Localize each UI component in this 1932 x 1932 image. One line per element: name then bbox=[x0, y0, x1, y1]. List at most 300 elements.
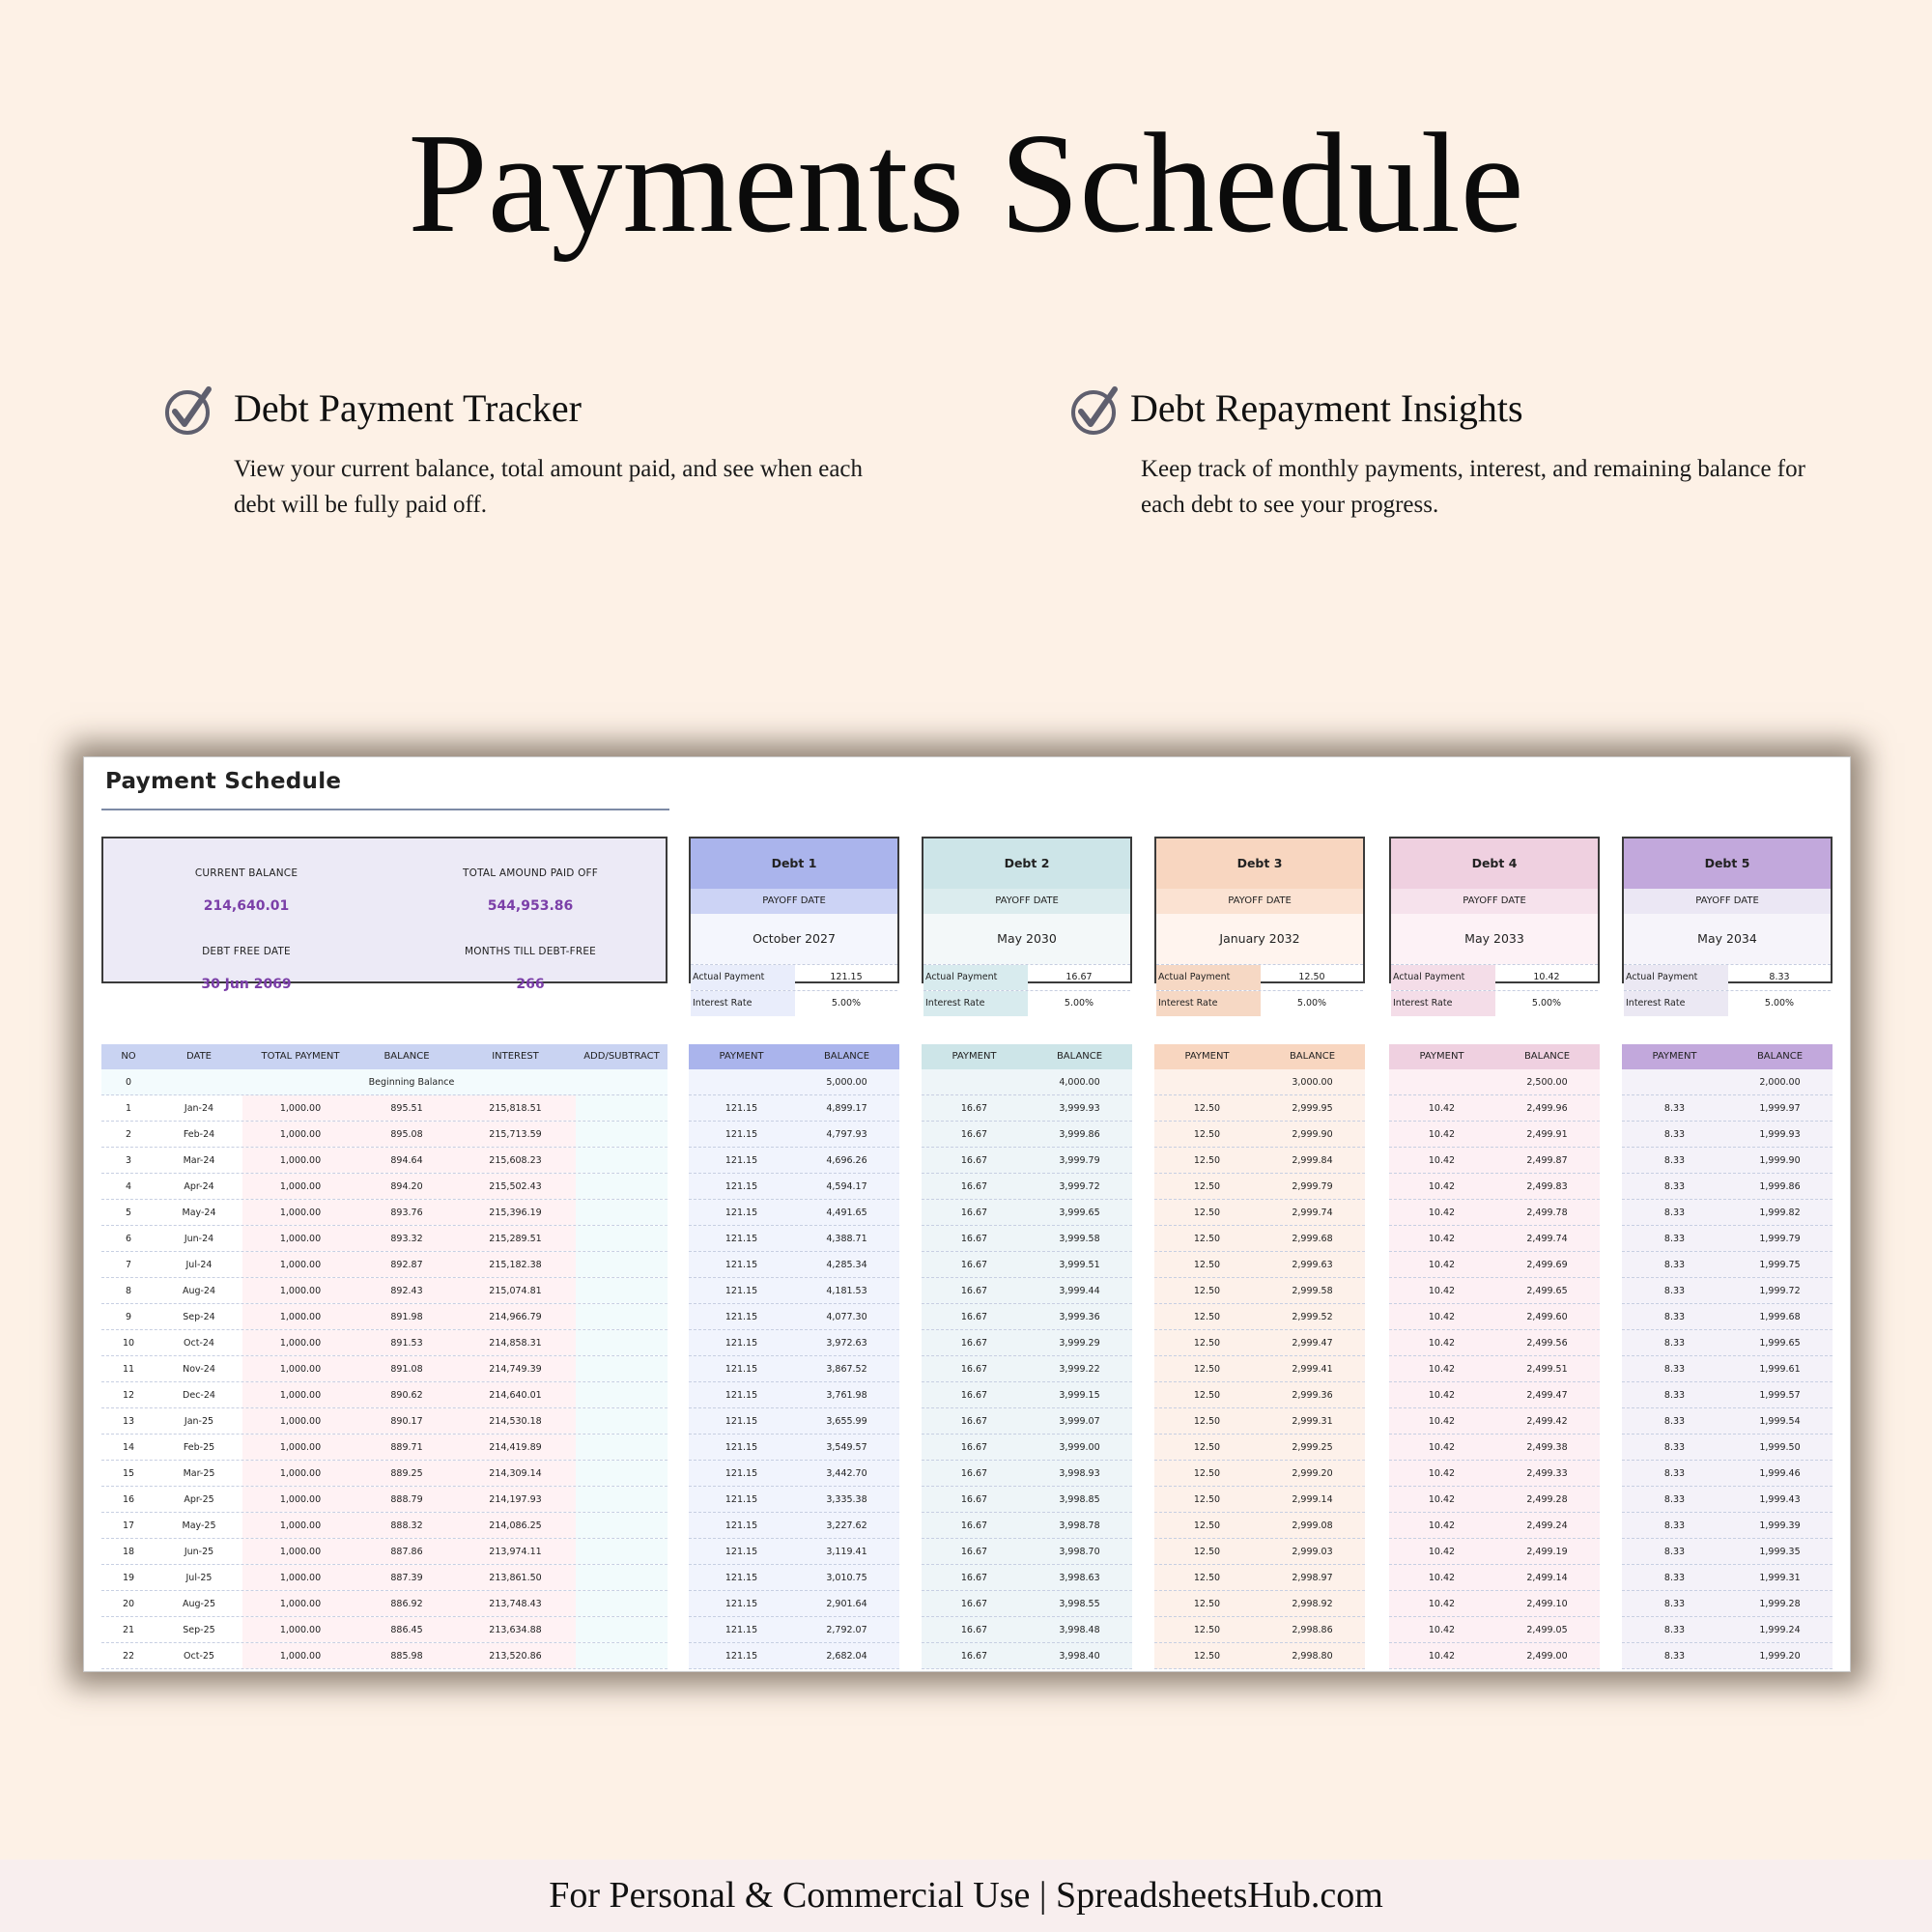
balance-cell: 3,010.75 bbox=[826, 1573, 867, 1583]
interest-rate-value[interactable]: 5.00% bbox=[1064, 998, 1094, 1009]
balance-cell: 2,500.00 bbox=[1526, 1077, 1568, 1088]
payment-cell: 10.42 bbox=[1428, 1390, 1456, 1401]
actual-payment-label: Actual Payment bbox=[1391, 965, 1495, 990]
table-row bbox=[1622, 1252, 1833, 1278]
add-subtract-cell[interactable] bbox=[576, 1148, 668, 1173]
add-subtract-cell[interactable] bbox=[576, 1408, 668, 1434]
balance-cell: 1,999.90 bbox=[1759, 1155, 1801, 1166]
table-row bbox=[101, 1200, 668, 1226]
balance-cell: 1,999.65 bbox=[1759, 1338, 1801, 1349]
row-balance: 892.87 bbox=[358, 1252, 455, 1277]
row-balance: 895.51 bbox=[358, 1095, 455, 1121]
balance-cell: 2,499.14 bbox=[1526, 1573, 1568, 1583]
balance-cell: 3,999.22 bbox=[1059, 1364, 1100, 1375]
add-subtract-cell[interactable] bbox=[576, 1356, 668, 1381]
interest-rate-value[interactable]: 5.00% bbox=[1764, 998, 1795, 1009]
add-subtract-cell[interactable] bbox=[576, 1174, 668, 1199]
payment-cell: 16.67 bbox=[960, 1286, 988, 1296]
table-row bbox=[101, 1278, 668, 1304]
actual-payment-value[interactable]: 16.67 bbox=[1065, 972, 1093, 982]
total-paid bbox=[414, 867, 646, 914]
payment-cell: 121.15 bbox=[724, 1520, 758, 1531]
row-interest: 214,749.39 bbox=[455, 1356, 576, 1381]
column-header: DATE bbox=[185, 1051, 212, 1062]
column-header: BALANCE bbox=[1056, 1051, 1103, 1062]
balance-cell: 3,998.93 bbox=[1059, 1468, 1100, 1479]
balance-cell: 1,999.75 bbox=[1759, 1260, 1801, 1270]
table-row bbox=[689, 1330, 899, 1356]
table-row bbox=[922, 1330, 1132, 1356]
payment-cell bbox=[1154, 1069, 1260, 1094]
balance-cell: 3,998.78 bbox=[1059, 1520, 1100, 1531]
column-header: BALANCE bbox=[1756, 1051, 1804, 1062]
balance-cell: 2,999.52 bbox=[1292, 1312, 1333, 1322]
payment-cell: 121.15 bbox=[724, 1155, 758, 1166]
table-row bbox=[1622, 1643, 1833, 1669]
total-payment: 1,000.00 bbox=[242, 1565, 358, 1590]
payment-cell: 10.42 bbox=[1428, 1208, 1456, 1218]
row-interest: 215,502.43 bbox=[455, 1174, 576, 1199]
add-subtract-cell[interactable] bbox=[576, 1122, 668, 1147]
interest-rate-label: Interest Rate bbox=[1391, 991, 1495, 1016]
row-interest: 213,634.88 bbox=[455, 1617, 576, 1642]
total-payment: 1,000.00 bbox=[242, 1174, 358, 1199]
column-header: BALANCE bbox=[1289, 1051, 1336, 1062]
balance-cell: 4,077.30 bbox=[826, 1312, 867, 1322]
balance-cell: 3,999.58 bbox=[1059, 1234, 1100, 1244]
balance-cell: 2,499.47 bbox=[1526, 1390, 1568, 1401]
table-row bbox=[1154, 1095, 1365, 1122]
row-interest: 215,074.81 bbox=[455, 1278, 576, 1303]
balance-cell: 4,899.17 bbox=[826, 1103, 867, 1114]
balance-cell: 2,499.28 bbox=[1526, 1494, 1568, 1505]
balance-cell: 2,499.56 bbox=[1526, 1338, 1568, 1349]
schedule-rows bbox=[101, 1069, 668, 1669]
row-number: 11 bbox=[101, 1356, 156, 1381]
table-row bbox=[1389, 1148, 1600, 1174]
payment-cell: 8.33 bbox=[1663, 1520, 1686, 1531]
balance-cell: 1,999.61 bbox=[1759, 1364, 1801, 1375]
table-row bbox=[1622, 1382, 1833, 1408]
balance-cell: 3,998.40 bbox=[1059, 1651, 1100, 1662]
row-balance: 890.17 bbox=[358, 1408, 455, 1434]
table-row bbox=[922, 1200, 1132, 1226]
total-payment: 1,000.00 bbox=[242, 1252, 358, 1277]
balance-cell: 3,998.85 bbox=[1059, 1494, 1100, 1505]
table-row bbox=[101, 1382, 668, 1408]
column-header: PAYMENT bbox=[1184, 1051, 1230, 1062]
payoff-date-label: PAYOFF DATE bbox=[1624, 889, 1831, 914]
table-row bbox=[1389, 1069, 1600, 1095]
payment-cell: 12.50 bbox=[1193, 1286, 1221, 1296]
row-balance: 887.39 bbox=[358, 1565, 455, 1590]
debt-3-header bbox=[1154, 1044, 1365, 1069]
balance-cell: 3,998.63 bbox=[1059, 1573, 1100, 1583]
row-interest: 215,713.59 bbox=[455, 1122, 576, 1147]
row-balance: 887.86 bbox=[358, 1539, 455, 1564]
payment-cell: 8.33 bbox=[1663, 1651, 1686, 1662]
actual-payment-label: Actual Payment bbox=[1156, 965, 1261, 990]
row-date: Jul-25 bbox=[156, 1565, 242, 1590]
table-row bbox=[1389, 1435, 1600, 1461]
table-row bbox=[689, 1487, 899, 1513]
balance-cell: 1,999.72 bbox=[1759, 1286, 1801, 1296]
row-date: Dec-24 bbox=[156, 1382, 242, 1407]
row-interest: 213,974.11 bbox=[455, 1539, 576, 1564]
table-row bbox=[1389, 1382, 1600, 1408]
table-row bbox=[689, 1513, 899, 1539]
actual-payment-label: Actual Payment bbox=[923, 965, 1028, 990]
feature-description: Keep track of monthly payments, interest, and remaining balance for each debt to see your progress. bbox=[1141, 456, 1805, 518]
add-subtract-cell[interactable] bbox=[576, 1278, 668, 1303]
balance-cell: 4,388.71 bbox=[826, 1234, 867, 1244]
payment-cell: 121.15 bbox=[724, 1129, 758, 1140]
table-row bbox=[1154, 1356, 1365, 1382]
table-row bbox=[1389, 1356, 1600, 1382]
row-date: May-25 bbox=[156, 1513, 242, 1538]
payment-cell: 8.33 bbox=[1663, 1129, 1686, 1140]
table-row bbox=[1622, 1278, 1833, 1304]
row-number: 0 bbox=[125, 1077, 132, 1088]
table-row bbox=[101, 1617, 668, 1643]
payment-cell bbox=[689, 1069, 794, 1094]
table-row bbox=[101, 1513, 668, 1539]
balance-cell: 2,682.04 bbox=[826, 1651, 867, 1662]
row-date: Aug-25 bbox=[156, 1591, 242, 1616]
page-title: Payments Schedule bbox=[408, 104, 1524, 263]
table-row bbox=[1622, 1591, 1833, 1617]
actual-payment-value[interactable]: 121.15 bbox=[830, 972, 863, 982]
balance-cell: 2,499.65 bbox=[1526, 1286, 1568, 1296]
balance-cell: 2,999.47 bbox=[1292, 1338, 1333, 1349]
payment-cell: 16.67 bbox=[960, 1651, 988, 1662]
payment-cell: 12.50 bbox=[1193, 1599, 1221, 1609]
payment-cell: 8.33 bbox=[1663, 1416, 1686, 1427]
add-subtract-cell[interactable] bbox=[576, 1643, 668, 1668]
balance-cell: 2,999.41 bbox=[1292, 1364, 1333, 1375]
balance-cell: 1,999.31 bbox=[1759, 1573, 1801, 1583]
balance-cell: 2,999.90 bbox=[1292, 1129, 1333, 1140]
table-row bbox=[922, 1122, 1132, 1148]
table-row bbox=[689, 1226, 899, 1252]
table-row bbox=[1154, 1174, 1365, 1200]
payment-cell: 8.33 bbox=[1663, 1364, 1686, 1375]
table-row bbox=[1154, 1226, 1365, 1252]
table-row bbox=[922, 1174, 1132, 1200]
column-header: BALANCE bbox=[823, 1051, 870, 1062]
feature-description: View your current balance, total amount paid, and see when each debt will be fully paid off. bbox=[234, 456, 864, 518]
table-row bbox=[922, 1095, 1132, 1122]
debt-1-rows bbox=[689, 1069, 899, 1669]
actual-payment-row bbox=[691, 964, 897, 990]
table-row bbox=[922, 1226, 1132, 1252]
table-row bbox=[689, 1174, 899, 1200]
table-row bbox=[101, 1565, 668, 1591]
payment-cell: 16.67 bbox=[960, 1208, 988, 1218]
payment-cell: 10.42 bbox=[1428, 1181, 1456, 1192]
row-number: 5 bbox=[101, 1200, 156, 1225]
sheet-title: Payment Schedule bbox=[105, 769, 342, 794]
interest-rate-value[interactable]: 5.00% bbox=[1531, 998, 1562, 1009]
payment-cell: 16.67 bbox=[960, 1625, 988, 1635]
payment-cell: 12.50 bbox=[1193, 1494, 1221, 1505]
table-row bbox=[101, 1069, 668, 1095]
balance-cell: 3,999.44 bbox=[1059, 1286, 1100, 1296]
total-payment: 1,000.00 bbox=[242, 1382, 358, 1407]
table-row bbox=[1389, 1278, 1600, 1304]
balance-cell: 3,000.00 bbox=[1292, 1077, 1333, 1088]
table-row bbox=[1389, 1513, 1600, 1539]
total-payment: 1,000.00 bbox=[242, 1461, 358, 1486]
table-row bbox=[1622, 1148, 1833, 1174]
table-row bbox=[101, 1174, 668, 1200]
payment-cell: 12.50 bbox=[1193, 1364, 1221, 1375]
add-subtract-cell[interactable] bbox=[576, 1617, 668, 1642]
row-balance: 894.20 bbox=[358, 1174, 455, 1199]
row-number: 22 bbox=[101, 1643, 156, 1668]
table-row bbox=[689, 1069, 899, 1095]
balance-cell: 2,999.20 bbox=[1292, 1468, 1333, 1479]
row-number: 15 bbox=[101, 1461, 156, 1486]
payment-cell: 12.50 bbox=[1193, 1260, 1221, 1270]
balance-cell: 2,499.60 bbox=[1526, 1312, 1568, 1322]
balance-cell: 2,999.68 bbox=[1292, 1234, 1333, 1244]
payment-cell: 10.42 bbox=[1428, 1651, 1456, 1662]
balance-cell: 3,119.41 bbox=[826, 1547, 867, 1557]
actual-payment-label: Actual Payment bbox=[691, 965, 795, 990]
table-row bbox=[1622, 1513, 1833, 1539]
row-number: 14 bbox=[101, 1435, 156, 1460]
add-subtract-cell[interactable] bbox=[576, 1304, 668, 1329]
actual-payment-value[interactable]: 12.50 bbox=[1298, 972, 1325, 982]
add-subtract-cell[interactable] bbox=[576, 1565, 668, 1590]
column-header: PAYMENT bbox=[952, 1051, 997, 1062]
payment-cell: 121.15 bbox=[724, 1103, 758, 1114]
balance-cell: 3,999.15 bbox=[1059, 1390, 1100, 1401]
total-payment: 1,000.00 bbox=[242, 1122, 358, 1147]
payment-cell: 10.42 bbox=[1428, 1286, 1456, 1296]
row-date: Jan-25 bbox=[156, 1408, 242, 1434]
table-row bbox=[689, 1435, 899, 1461]
add-subtract-cell[interactable] bbox=[576, 1330, 668, 1355]
current-balance bbox=[130, 867, 362, 914]
add-subtract-cell[interactable] bbox=[576, 1513, 668, 1538]
payoff-date-value: May 2034 bbox=[1624, 914, 1831, 964]
row-interest: 214,197.93 bbox=[455, 1487, 576, 1512]
payment-cell: 10.42 bbox=[1428, 1468, 1456, 1479]
add-subtract-cell[interactable] bbox=[576, 1382, 668, 1407]
payment-cell: 16.67 bbox=[960, 1468, 988, 1479]
title-divider bbox=[101, 809, 669, 810]
add-subtract-cell[interactable] bbox=[576, 1252, 668, 1277]
payment-cell: 16.67 bbox=[960, 1599, 988, 1609]
table-row bbox=[1622, 1435, 1833, 1461]
table-row bbox=[922, 1513, 1132, 1539]
table-row bbox=[1154, 1252, 1365, 1278]
beginning-balance-label: Beginning Balance bbox=[368, 1077, 455, 1088]
row-balance: 893.76 bbox=[358, 1200, 455, 1225]
debt-3-rows bbox=[1154, 1069, 1365, 1669]
table-row bbox=[1622, 1356, 1833, 1382]
row-interest: 214,419.89 bbox=[455, 1435, 576, 1460]
payment-cell: 16.67 bbox=[960, 1442, 988, 1453]
debt-1-header bbox=[689, 1044, 899, 1069]
table-row bbox=[922, 1461, 1132, 1487]
row-date: Apr-24 bbox=[156, 1174, 242, 1199]
add-subtract-cell[interactable] bbox=[576, 1435, 668, 1460]
balance-cell: 2,999.36 bbox=[1292, 1390, 1333, 1401]
balance-cell: 2,998.86 bbox=[1292, 1625, 1333, 1635]
total-payment: 1,000.00 bbox=[242, 1643, 358, 1668]
balance-cell: 1,999.24 bbox=[1759, 1625, 1801, 1635]
table-row bbox=[1154, 1617, 1365, 1643]
add-subtract-cell[interactable] bbox=[576, 1487, 668, 1512]
row-date: Sep-24 bbox=[156, 1304, 242, 1329]
row-balance: 886.92 bbox=[358, 1591, 455, 1616]
table-row bbox=[1154, 1435, 1365, 1461]
payment-cell: 10.42 bbox=[1428, 1338, 1456, 1349]
row-interest: 215,818.51 bbox=[455, 1095, 576, 1121]
row-date: Mar-24 bbox=[156, 1148, 242, 1173]
payment-cell: 8.33 bbox=[1663, 1338, 1686, 1349]
total-paid-label: TOTAL AMOUND PAID OFF bbox=[462, 867, 599, 879]
debt-name: Debt 2 bbox=[923, 838, 1130, 889]
table-row bbox=[101, 1408, 668, 1435]
balance-cell: 3,999.93 bbox=[1059, 1103, 1100, 1114]
table-row bbox=[922, 1356, 1132, 1382]
table-row bbox=[1154, 1069, 1365, 1095]
payment-cell: 10.42 bbox=[1428, 1416, 1456, 1427]
table-row bbox=[1389, 1226, 1600, 1252]
payment-cell: 8.33 bbox=[1663, 1625, 1686, 1635]
balance-cell: 4,285.34 bbox=[826, 1260, 867, 1270]
row-interest: 215,608.23 bbox=[455, 1148, 576, 1173]
interest-rate-value[interactable]: 5.00% bbox=[831, 998, 862, 1009]
table-row bbox=[1154, 1122, 1365, 1148]
table-row bbox=[1389, 1461, 1600, 1487]
table-row bbox=[101, 1487, 668, 1513]
table-row bbox=[689, 1200, 899, 1226]
table-row bbox=[689, 1278, 899, 1304]
row-balance: 891.53 bbox=[358, 1330, 455, 1355]
payment-cell: 16.67 bbox=[960, 1520, 988, 1531]
row-number: 13 bbox=[101, 1408, 156, 1434]
table-row bbox=[1154, 1200, 1365, 1226]
balance-cell: 2,998.92 bbox=[1292, 1599, 1333, 1609]
payoff-date-value: January 2032 bbox=[1156, 914, 1363, 964]
balance-cell: 2,792.07 bbox=[826, 1625, 867, 1635]
debt-4-header bbox=[1389, 1044, 1600, 1069]
add-subtract-cell[interactable] bbox=[576, 1461, 668, 1486]
total-payment: 1,000.00 bbox=[242, 1200, 358, 1225]
balance-cell: 2,999.95 bbox=[1292, 1103, 1333, 1114]
payment-cell: 8.33 bbox=[1663, 1494, 1686, 1505]
balance-cell: 3,867.52 bbox=[826, 1364, 867, 1375]
balance-cell: 2,499.33 bbox=[1526, 1468, 1568, 1479]
row-balance: 893.32 bbox=[358, 1226, 455, 1251]
row-interest: 214,530.18 bbox=[455, 1408, 576, 1434]
payoff-date-value: May 2030 bbox=[923, 914, 1130, 964]
add-subtract-cell[interactable] bbox=[576, 1095, 668, 1121]
table-row bbox=[1622, 1565, 1833, 1591]
column-header: BALANCE bbox=[384, 1051, 430, 1062]
balance-cell: 2,999.74 bbox=[1292, 1208, 1333, 1218]
payment-cell: 16.67 bbox=[960, 1103, 988, 1114]
table-row bbox=[101, 1591, 668, 1617]
payment-cell: 16.67 bbox=[960, 1364, 988, 1375]
checkmark-icon bbox=[1070, 385, 1121, 436]
balance-cell: 3,227.62 bbox=[826, 1520, 867, 1531]
row-balance: 888.32 bbox=[358, 1513, 455, 1538]
payment-cell: 12.50 bbox=[1193, 1103, 1221, 1114]
balance-cell: 4,594.17 bbox=[826, 1181, 867, 1192]
table-row bbox=[689, 1617, 899, 1643]
interest-rate-row bbox=[1391, 990, 1598, 1016]
payment-cell: 12.50 bbox=[1193, 1155, 1221, 1166]
debt-name: Debt 5 bbox=[1624, 838, 1831, 889]
add-subtract-cell[interactable] bbox=[576, 1591, 668, 1616]
current-balance-value: 214,640.01 bbox=[203, 898, 290, 914]
total-payment: 1,000.00 bbox=[242, 1487, 358, 1512]
balance-cell: 2,499.51 bbox=[1526, 1364, 1568, 1375]
payment-cell: 12.50 bbox=[1193, 1651, 1221, 1662]
table-row bbox=[1389, 1617, 1600, 1643]
payment-cell: 16.67 bbox=[960, 1547, 988, 1557]
add-subtract-cell[interactable] bbox=[576, 1200, 668, 1225]
interest-rate-value[interactable]: 5.00% bbox=[1296, 998, 1327, 1009]
balance-cell: 1,999.97 bbox=[1759, 1103, 1801, 1114]
total-paid-value: 544,953.86 bbox=[487, 898, 574, 914]
table-row bbox=[101, 1330, 668, 1356]
payment-cell: 8.33 bbox=[1663, 1390, 1686, 1401]
table-row bbox=[1389, 1408, 1600, 1435]
table-row bbox=[1389, 1643, 1600, 1669]
balance-cell: 2,998.80 bbox=[1292, 1651, 1333, 1662]
payoff-date-value: October 2027 bbox=[691, 914, 897, 964]
balance-cell: 1,999.86 bbox=[1759, 1181, 1801, 1192]
payment-cell: 8.33 bbox=[1663, 1547, 1686, 1557]
actual-payment-value[interactable]: 10.42 bbox=[1533, 972, 1560, 982]
row-date: Aug-24 bbox=[156, 1278, 242, 1303]
payment-cell: 10.42 bbox=[1428, 1625, 1456, 1635]
table-row bbox=[689, 1591, 899, 1617]
payment-cell: 16.67 bbox=[960, 1416, 988, 1427]
add-subtract-cell[interactable] bbox=[576, 1226, 668, 1251]
balance-cell: 1,999.82 bbox=[1759, 1208, 1801, 1218]
row-number: 3 bbox=[101, 1148, 156, 1173]
months-till-debt-free bbox=[414, 946, 646, 992]
table-row bbox=[1389, 1122, 1600, 1148]
payment-cell: 121.15 bbox=[724, 1364, 758, 1375]
balance-cell: 1,999.39 bbox=[1759, 1520, 1801, 1531]
row-date: Sep-25 bbox=[156, 1617, 242, 1642]
table-row bbox=[922, 1435, 1132, 1461]
table-row bbox=[1622, 1122, 1833, 1148]
balance-cell: 2,901.64 bbox=[826, 1599, 867, 1609]
row-number: 12 bbox=[101, 1382, 156, 1407]
add-subtract-cell[interactable] bbox=[576, 1539, 668, 1564]
balance-cell: 3,999.07 bbox=[1059, 1416, 1100, 1427]
payment-cell: 121.15 bbox=[724, 1234, 758, 1244]
table-row bbox=[689, 1252, 899, 1278]
payment-cell: 12.50 bbox=[1193, 1468, 1221, 1479]
balance-cell: 1,999.68 bbox=[1759, 1312, 1801, 1322]
actual-payment-value[interactable]: 8.33 bbox=[1769, 972, 1790, 982]
table-row bbox=[689, 1643, 899, 1669]
payment-cell: 10.42 bbox=[1428, 1442, 1456, 1453]
payment-cell: 10.42 bbox=[1428, 1573, 1456, 1583]
payment-cell: 121.15 bbox=[724, 1442, 758, 1453]
